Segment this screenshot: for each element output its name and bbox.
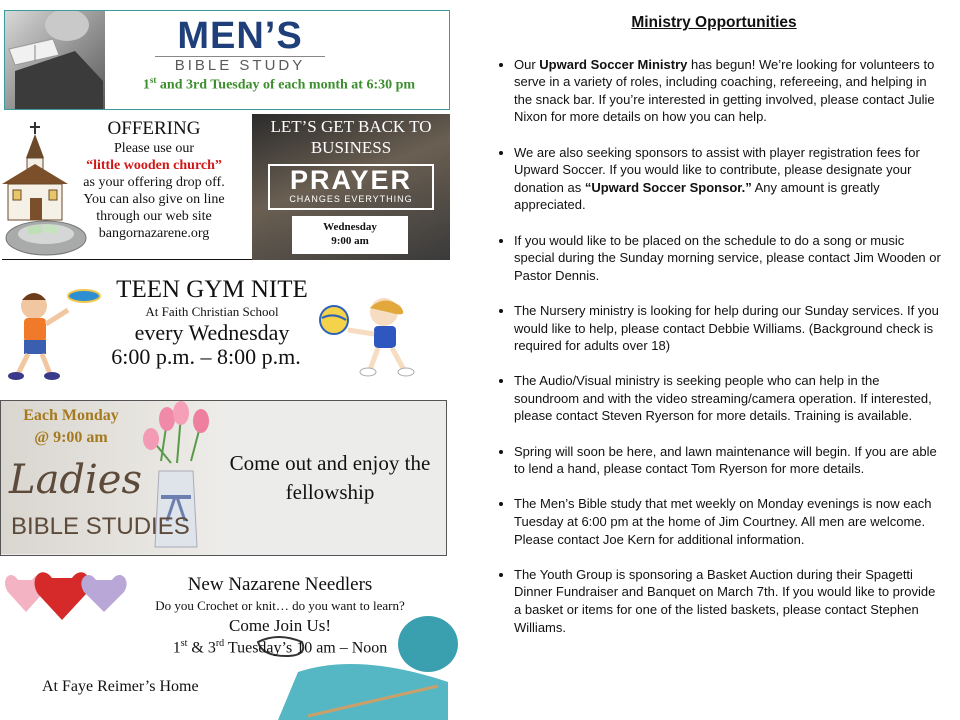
teen-gym-location: At Faith Christian School xyxy=(145,304,279,319)
ladies-day: Each Monday xyxy=(23,407,119,424)
needlers-when-a: 1 xyxy=(172,639,181,657)
list-item: • Spring will soon be here, and lawn maintenance will begin. If you are able to lend a hand, please contact Tom Ryerson for more details. xyxy=(514,443,944,478)
prayer-time: 9:00 am xyxy=(331,235,369,247)
prayer-logo xyxy=(268,164,434,210)
item1-pre: Our xyxy=(514,56,540,72)
teen-gym-panel xyxy=(0,272,450,384)
prayer-when xyxy=(292,216,408,254)
ministry-list xyxy=(484,56,944,637)
ministry-heading: Ministry Opportunities xyxy=(631,14,797,31)
offering-line2: as your offering drop off. xyxy=(83,175,225,190)
teen-gym-title: TEEN GYM NITE xyxy=(116,276,308,303)
ladies-invite: Come out and enjoy the fellowship xyxy=(229,451,431,504)
needlers-when-sup2: rd xyxy=(215,638,225,649)
ministry-opportunities xyxy=(484,14,944,654)
mens-subtitle: BIBLE STUDY xyxy=(155,56,325,75)
prayer-heading: LET’S GET BACK TO BUSINESS xyxy=(270,117,432,157)
needlers-panel xyxy=(0,560,460,720)
prayer-tagline: CHANGES EVERYTHING xyxy=(289,194,413,204)
item1-bold: Upward Soccer Ministry xyxy=(539,56,688,72)
list-item: • The Youth Group is sponsoring a Basket Auction during their Spagetti Dinner Fundraiser and Banquet on March 7th. If you would like to provide a basket or items for one of the listed baskets, please contact Stephen Williams. xyxy=(514,566,944,636)
ladies-time: @ 9:00 am xyxy=(34,429,108,446)
list-item xyxy=(514,56,944,126)
needlers-when xyxy=(120,638,440,657)
teen-gym-frequency: every Wednesday xyxy=(134,320,290,345)
offering-text xyxy=(60,118,248,242)
prayer-word: PRAYER xyxy=(289,165,413,195)
item2-post: Any amount is greatly appreciated. xyxy=(514,179,880,213)
mens-schedule xyxy=(109,75,449,94)
man-reading-bible-photo xyxy=(5,11,105,109)
needlers-title: New Nazarene Needlers xyxy=(187,574,373,595)
ladies-bible-studies: BIBLE STUDIES xyxy=(11,513,190,540)
list-item: • If you would like to be placed on the schedule to do a song or music special during the Sunday morning service, please contact Jim Wooden or Pastor Dennis. xyxy=(514,232,944,285)
ladies-when xyxy=(11,405,131,449)
mens-schedule-text: and 3rd Tuesday of each month at 6:30 pm xyxy=(156,77,416,93)
needlers-join: Come Join Us! xyxy=(229,616,331,635)
needlers-when-b: & 3 xyxy=(187,639,216,657)
offering-line3: You can also give on line xyxy=(83,192,225,207)
mens-bible-study-banner xyxy=(4,10,450,110)
mens-schedule-day: 1 xyxy=(142,77,150,93)
mens-title: MEN’S xyxy=(177,15,303,57)
ladies-bible-study-panel xyxy=(0,400,447,556)
prayer-day: Wednesday xyxy=(323,221,377,233)
item2-pre: We are also seeking sponsors to assist with player registration fees for Upward Soccer. If you would like to contribute, please designate your donation as xyxy=(514,144,920,195)
offering-highlight: “little wooden church” xyxy=(86,158,222,173)
list-item xyxy=(514,144,944,214)
needlers-place: At Faye Reimer’s Home xyxy=(42,678,199,695)
offering-line4: through our web site xyxy=(96,209,212,224)
girl-volleyball-icon xyxy=(318,294,420,378)
list-item: • The Nursery ministry is looking for help during our Sunday services. If you would like to help, please contact Debbie Williams. (Background check is required for adults over 18) xyxy=(514,302,944,355)
prayer-panel xyxy=(252,114,450,260)
needlers-when-c: Tuesday’s 10 am – Noon xyxy=(224,639,388,657)
offering-title: OFFERING xyxy=(107,118,201,139)
mens-schedule-sup: st xyxy=(149,75,157,85)
item1-post: has begun! We’re looking for volunteers to serve in a variety of roles, including coaching, refereeing, and helping in the snack bar. If you’re interested in getting involved, please contact Julie Nixon for more details on how you can help. xyxy=(514,56,935,125)
list-item: • The Audio/Visual ministry is seeking people who can help in the soundroom and with the video streaming/camera operation. If interested, please contact Steven Ryerson for more details. Training is available. xyxy=(514,372,944,425)
offering-website: bangornazarene.org xyxy=(98,226,210,241)
item2-bold: “Upward Soccer Sponsor.” xyxy=(584,179,752,195)
mens-brand xyxy=(155,17,325,75)
list-item: • The Men’s Bible study that met weekly on Monday evenings is now each Tuesday at 6:00 pm at the home of Jim Courtney. All men are welcome. Please contact Joe Kern for additional information. xyxy=(514,495,944,548)
offering-line1: Please use our xyxy=(113,141,195,156)
teen-gym-hours: 6:00 p.m. – 8:00 p.m. xyxy=(111,344,301,369)
needlers-question: Do you Crochet or knit… do you want to learn? xyxy=(155,598,405,613)
ladies-script: Ladies xyxy=(9,457,143,503)
needlers-when-sup1: st xyxy=(180,638,188,649)
offering-panel xyxy=(0,114,250,260)
